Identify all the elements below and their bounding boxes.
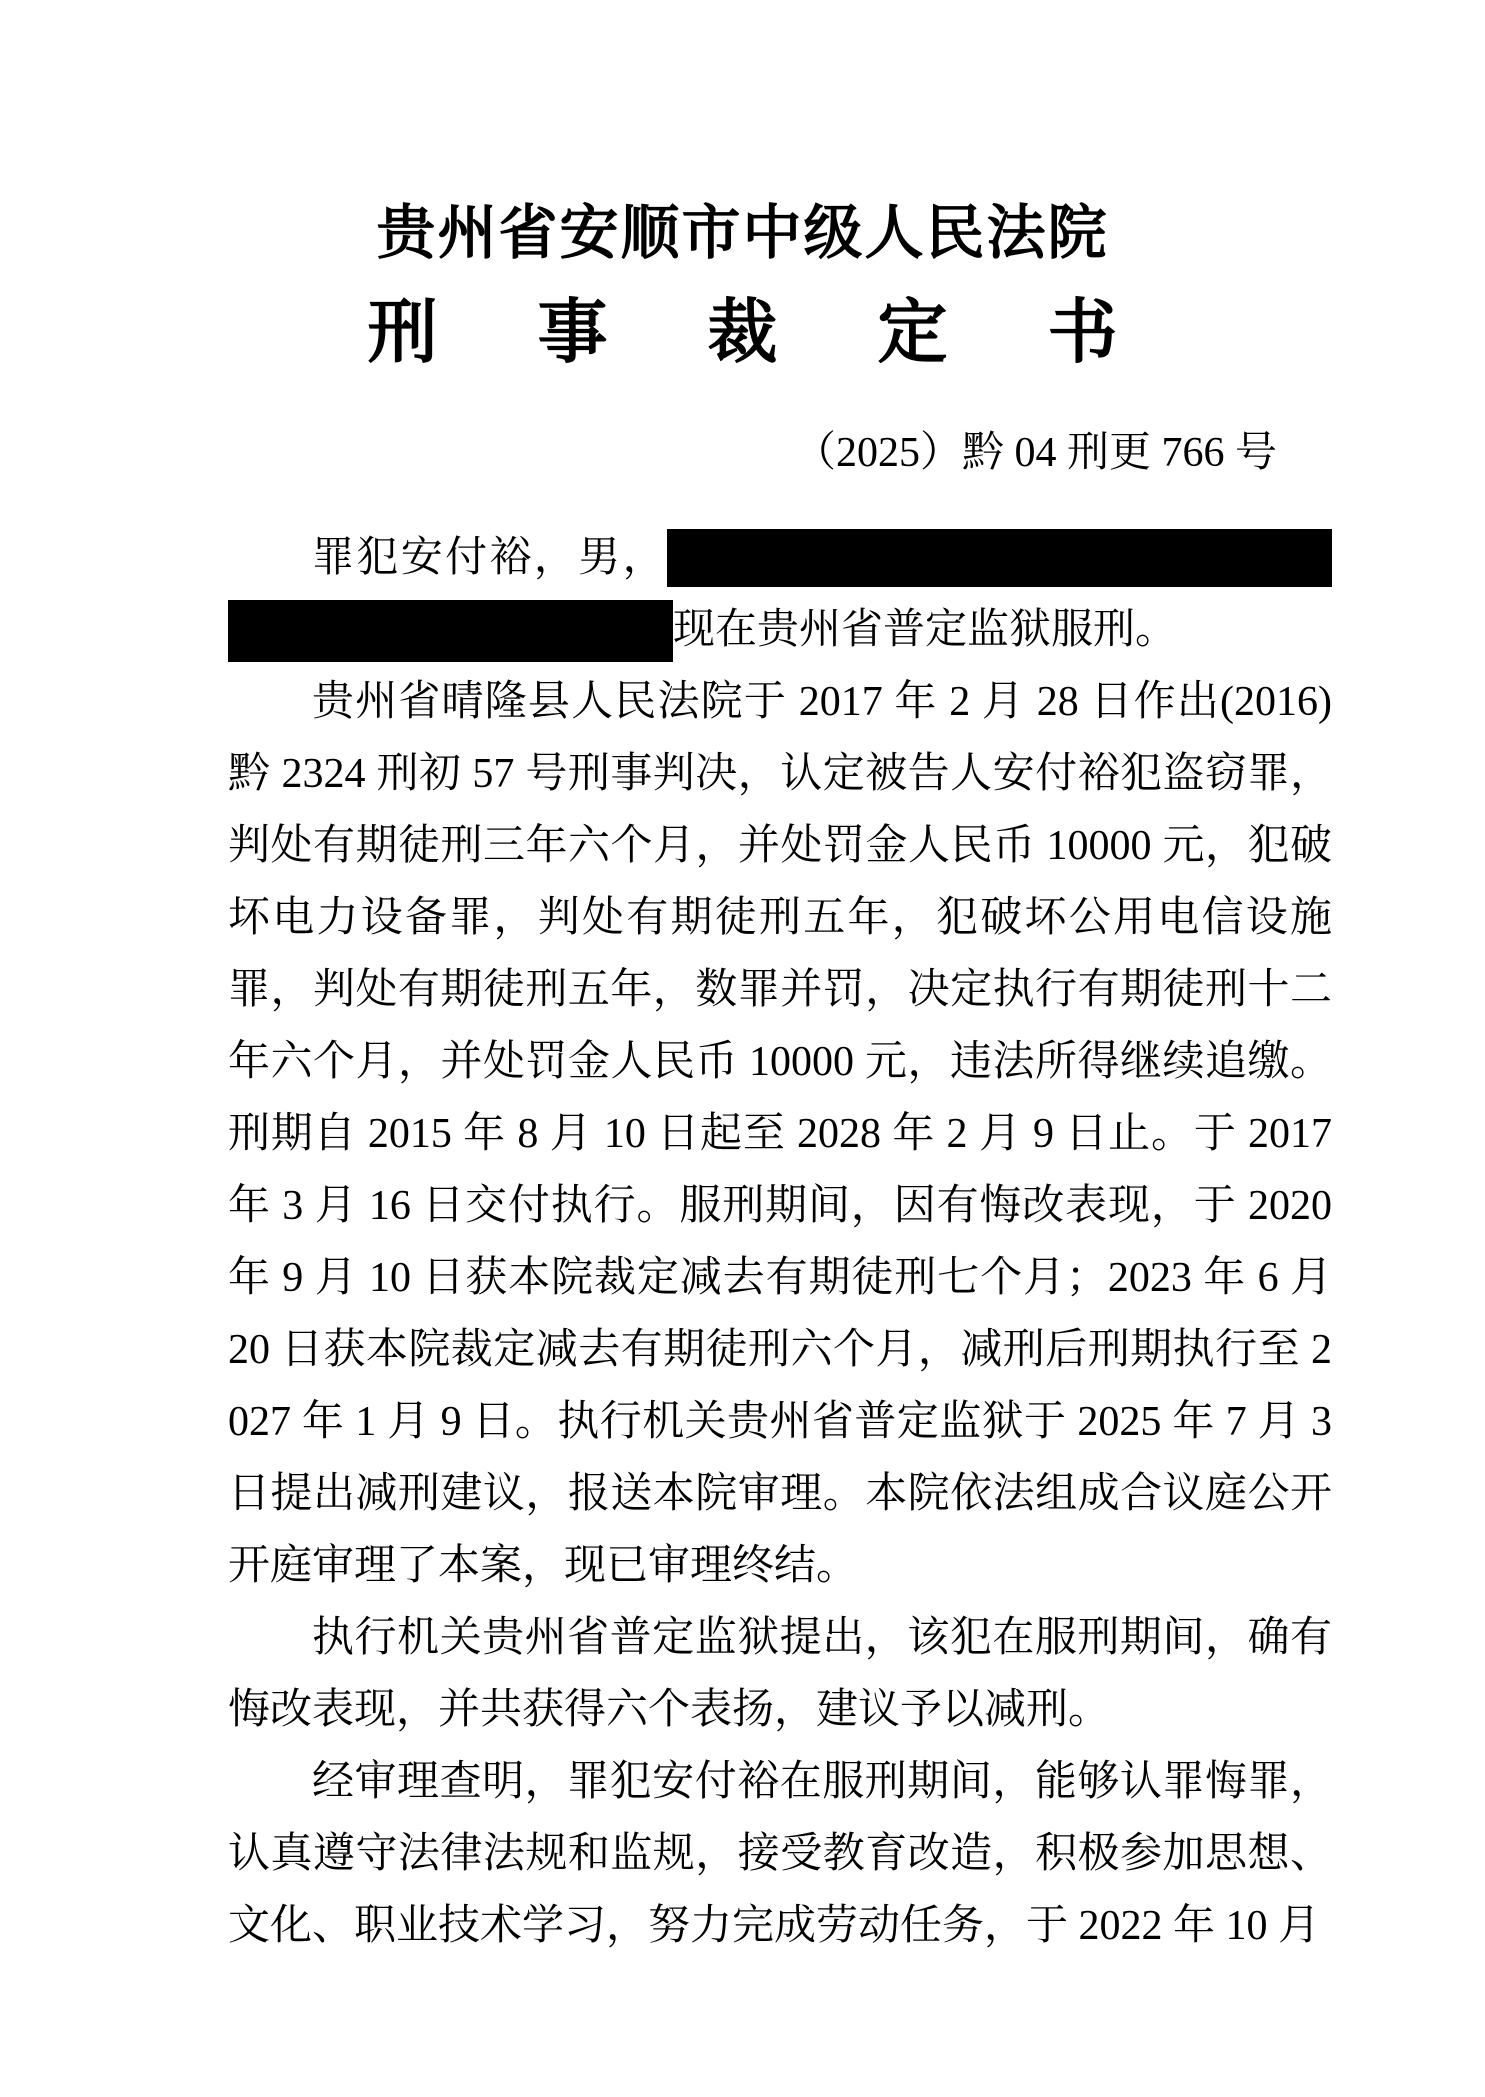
paragraph-judgment-history: 贵州省晴隆县人民法院于 2017 年 2 月 28 日作出(2016)黔 2324 刑初 57 号刑事判决，认定被告人安付裕犯盗窃罪，判处有期徒刑三年六个月，并处罚金人民币 10000 元，犯破坏电力设备罪，判处有期徒刑五年，犯破坏公用电信设施罪，判处有期徒刑五年，数罪并罚，决定执行有期徒刑十二年六个月，并处罚金人民币 10000 元，违法所得继续追缴。刑期自 2015 年 8 月 10 日起至 2028 年 2 月 9 日止。于 2017 年 3 月 16 日交付执行。服刑期间，因有悔改表现，于 2020 年 9 月 10 日获本院裁定减去有期徒刑七个月；2023 年 6 月 20 日获本院裁定减去有期徒刑六个月，减刑后刑期执行至 2027 年 1 月 9 日。执行机关贵州省普定监狱于 2025 年 7 月 3 日提出减刑建议，报送本院审理。本院依法组成合议庭公开开庭审理了本案，现已审理终结。: [228, 679, 1332, 1590]
paragraph-prison-proposal: 执行机关贵州省普定监狱提出，该犯在服刑期间，确有悔改表现，并共获得六个表扬，建议予以减刑。: [228, 1615, 1332, 1734]
defendant-paragraph: [228, 522, 1332, 666]
redaction-box-1: [667, 529, 1332, 587]
defendant-current-status: 现在贵州省普定监狱服刑。: [673, 607, 1178, 653]
court-name: 贵州省安顺市中级人民法院: [376, 200, 1109, 266]
redaction-box-2: [228, 600, 673, 662]
defendant-intro: 罪犯安付裕，男，: [312, 535, 667, 581]
document-body: [0, 522, 1485, 1962]
document-title: 刑事裁定书: [367, 295, 1218, 372]
case-number: （2025）黔 04 刑更 766 号: [793, 430, 1277, 476]
paragraph-court-findings: 经审理查明，罪犯安付裕在服刑期间，能够认罪悔罪，认真遵守法律法规和监规，接受教育改造，积极参加思想、文化、职业技术学习，努力完成劳动任务，于 2022 年 10 月: [228, 1759, 1332, 1950]
